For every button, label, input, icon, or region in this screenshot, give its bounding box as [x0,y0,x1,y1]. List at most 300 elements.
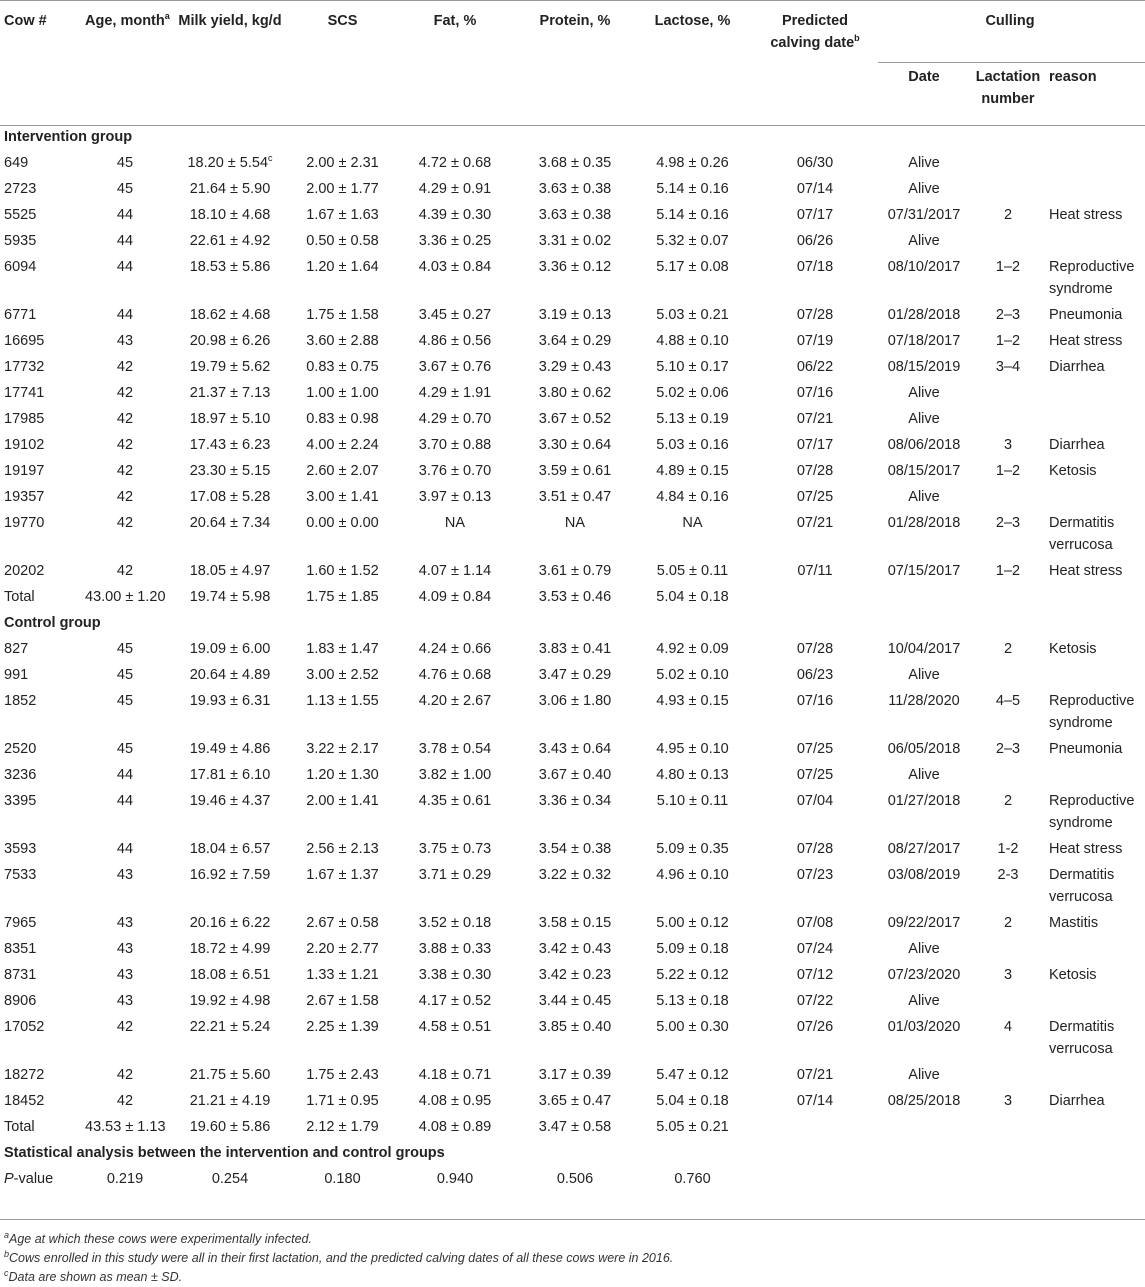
table-row [0,434,1145,460]
calving-date-cell: 07/18 [796,259,834,275]
scs-cell: 0.00 ± 0.00 [306,515,379,531]
culling-date-cell: 08/25/2018 [887,1093,961,1109]
cow-id: 3236 [4,767,37,783]
protein-cell: 3.65 ± 0.47 [538,1093,612,1109]
lactation-number-cell: 2–3 [995,515,1021,531]
lactose-cell: 5.09 ± 0.35 [656,841,729,857]
culling-reason-cell: Dermatitis verrucosa [1049,515,1115,553]
lactose-cell: 5.13 ± 0.19 [656,411,729,427]
calving-date-cell: 07/16 [796,693,834,709]
lactation-number-cell: 1–2 [995,563,1021,579]
lactose-cell: 5.02 ± 0.10 [656,667,729,683]
cow-id: 991 [4,667,29,683]
age-cell: 43 [116,941,134,957]
table-row [0,560,1145,586]
culling-date-cell: Alive [908,993,940,1009]
lactation-number-cell: 4–5 [995,693,1021,709]
table-row [0,664,1145,690]
lactose-cell: 5.13 ± 0.18 [656,993,729,1009]
culling-reason-cell: Pneumonia [1049,307,1123,323]
fat-cell: 4.20 ± 2.67 [418,693,492,709]
protein-cell: 3.61 ± 0.79 [538,563,612,579]
age-cell: 44 [116,841,134,857]
lactation-number-cell [973,382,1043,408]
header-calving: Predicted calving date$^b$ [770,13,860,51]
section-control-group [0,612,1145,638]
cow-id: 19357 [4,489,45,505]
culling-reason-cell [1043,664,1145,690]
calving-date-cell: 07/24 [796,941,834,957]
milk-yield-cell: 19.09 ± 6.00 [189,641,271,657]
age-cell: 42 [116,411,134,427]
milk-yield-cell: 19.93 ± 6.31 [189,693,271,709]
section-statistical-analysis [0,1142,1145,1168]
age-cell: 42 [116,463,134,479]
fat-cell: 4.35 ± 0.61 [418,793,492,809]
milk-yield-cell: 23.30 ± 5.15 [189,463,271,479]
culling-reason-cell [1043,764,1145,790]
milk-yield-cell: 22.21 ± 5.24 [189,1019,271,1035]
age-cell: 45 [116,693,134,709]
protein-cell: 3.42 ± 0.23 [538,967,612,983]
milk-yield-cell: 17.81 ± 6.10 [189,767,271,783]
culling-reason-cell: Ketosis [1049,641,1097,657]
calving-date-cell: 07/26 [796,1019,834,1035]
lactation-number-cell: 2 [1003,641,1013,657]
calving-date-cell: 07/11 [797,563,833,579]
culling-date-cell: Alive [908,667,940,683]
calving-date-cell: 06/23 [796,667,834,683]
culling-date-cell: 07/18/2017 [887,333,961,349]
lactose-cell: 5.14 ± 0.16 [656,207,729,223]
culling-reason-cell [1043,152,1145,178]
lactation-number-cell: 1-2 [997,841,1019,857]
lactose-cell: 5.04 ± 0.18 [656,1093,729,1109]
culling-reason-cell [1043,408,1145,434]
scs-cell: 3.60 ± 2.88 [306,333,379,349]
culling-reason-cell: Reproductive syndrome [1049,259,1135,297]
cow-id: 17732 [4,359,45,375]
age-cell: 43 [116,967,134,983]
calving-date-cell: 06/26 [796,233,834,249]
calving-date-cell: 07/19 [796,333,834,349]
lactose-cell: 5.32 ± 0.07 [656,233,729,249]
fat-cell: NA [444,515,466,531]
lactose-cell: 4.96 ± 0.10 [656,867,729,883]
scs-cell: 0.50 ± 0.58 [306,233,379,249]
milk-yield-cell: 21.21 ± 4.19 [189,1093,271,1109]
lactose-cell: 4.80 ± 0.13 [656,767,729,783]
protein-cell: 3.80 ± 0.62 [538,385,612,401]
milk-yield-cell: 18.04 ± 6.57 [189,841,271,857]
culling-reason-cell: Reproductive syndrome [1049,693,1135,731]
lactose-cell: 5.04 ± 0.18 [656,589,729,605]
lactation-number-cell [973,938,1043,964]
empty-cell [973,586,1043,612]
calving-date-cell: 07/28 [796,641,834,657]
table-bottom-rule [0,1219,1145,1220]
culling-reason-cell: Dermatitis verrucosa [1049,1019,1115,1057]
calving-date-cell: 07/14 [796,181,834,197]
empty-cell [973,1116,1043,1142]
protein-cell: 3.58 ± 0.15 [538,915,612,931]
table-row [0,512,1145,560]
pvalue-fat: 0.940 [436,1171,474,1187]
age-cell: 45 [116,641,134,657]
total-label: Total [4,1119,35,1135]
fat-cell: 4.24 ± 0.66 [418,641,492,657]
fat-cell: 3.75 ± 0.73 [418,841,492,857]
culling-date-cell: 08/06/2018 [887,437,961,453]
culling-date-cell: 07/15/2017 [887,563,961,579]
table-row [0,304,1145,330]
scs-cell: 1.13 ± 1.55 [306,693,379,709]
culling-date-cell: Alive [908,489,940,505]
cow-id: 18272 [4,1067,45,1083]
lactation-number-cell: 1–2 [995,333,1021,349]
fat-cell: 4.09 ± 0.84 [418,589,492,605]
milk-yield-cell: 20.98 ± 6.26 [189,333,271,349]
lactation-number-cell: 3 [1003,1093,1013,1109]
fat-cell: 3.71 ± 0.29 [418,867,492,883]
scs-cell: 0.83 ± 0.98 [306,411,379,427]
table-row [0,838,1145,864]
header-protein: Protein, % [539,13,611,29]
culling-reason-cell: Heat stress [1049,333,1123,349]
protein-cell: 3.36 ± 0.12 [538,259,612,275]
culling-date-cell: Alive [908,181,940,197]
lactose-cell: 5.17 ± 0.08 [656,259,729,275]
scs-cell: 2.12 ± 1.79 [306,1119,379,1135]
culling-reason-cell [1043,178,1145,204]
pvalue-label: P-value [4,1171,54,1187]
table-row [0,912,1145,938]
lactation-number-cell [973,1064,1043,1090]
culling-date-cell: 07/23/2020 [887,967,961,983]
cow-id: 6771 [4,307,37,323]
lactation-number-cell [973,764,1043,790]
culling-date-cell: 10/04/2017 [887,641,961,657]
milk-yield-cell: 19.79 ± 5.62 [189,359,271,375]
culling-reason-cell: Diarrhea [1049,1093,1105,1109]
cow-id: 8731 [4,967,37,983]
milk-yield-cell: 19.92 ± 4.98 [189,993,271,1009]
protein-cell: NA [564,515,586,531]
culling-date-cell: Alive [908,385,940,401]
protein-cell: 3.47 ± 0.58 [538,1119,612,1135]
cow-id: 17741 [4,385,45,401]
culling-reason-cell: Heat stress [1049,563,1123,579]
cow-id: 17052 [4,1019,45,1035]
culling-date-cell: 08/15/2019 [887,359,961,375]
culling-reason-cell: Reproductive syndrome [1049,793,1135,831]
protein-cell: 3.63 ± 0.38 [538,207,612,223]
culling-date-cell: 03/08/2019 [887,867,961,883]
calving-date-cell: 07/28 [796,307,834,323]
cow-id: 649 [4,155,29,171]
empty-cell [755,1116,875,1142]
lactation-number-cell: 3–4 [995,359,1021,375]
cow-id: 19197 [4,463,45,479]
calving-date-cell: 07/25 [796,741,834,757]
protein-cell: 3.47 ± 0.29 [538,667,612,683]
scs-cell: 1.67 ± 1.63 [306,207,379,223]
fat-cell: 3.97 ± 0.13 [418,489,492,505]
milk-yield-cell: 18.10 ± 4.68 [189,207,271,223]
table-row [0,356,1145,382]
table-row [0,864,1145,912]
footnotes [4,1230,673,1287]
table-header [0,0,1145,126]
scs-cell: 4.00 ± 2.24 [306,437,379,453]
culling-reason-cell: Diarrhea [1049,437,1105,453]
milk-yield-cell: 21.64 ± 5.90 [189,181,271,197]
culling-reason-cell: Pneumonia [1049,741,1123,757]
milk-yield-cell: 18.62 ± 4.68 [189,307,271,323]
fat-cell: 3.38 ± 0.30 [418,967,492,983]
calving-date-cell: 07/12 [796,967,834,983]
header-lactose: Lactose, % [654,13,731,29]
age-cell: 42 [116,1093,134,1109]
footnote-a: $^a$Age at which these cows were experimentally infected. [4,1229,312,1246]
fat-cell: 4.58 ± 0.51 [418,1019,492,1035]
lactose-cell: 5.05 ± 0.11 [656,563,729,579]
age-cell: 45 [116,155,134,171]
age-cell: 42 [116,437,134,453]
table-row [0,690,1145,738]
culling-date-cell: 01/28/2018 [887,515,961,531]
scs-cell: 2.00 ± 1.41 [306,793,379,809]
fat-cell: 3.88 ± 0.33 [418,941,492,957]
lactose-cell: 4.93 ± 0.15 [656,693,729,709]
header-culling: Culling [985,13,1035,29]
section-control-group-label: Control group [4,615,101,631]
age-cell: 42 [116,1019,134,1035]
protein-cell: 3.29 ± 0.43 [538,359,612,375]
lactose-cell: 5.05 ± 0.21 [656,1119,729,1135]
culling-date-cell: Alive [908,767,940,783]
table-row [0,256,1145,304]
scs-cell: 2.56 ± 2.13 [306,841,379,857]
scs-cell: 3.22 ± 2.17 [306,741,379,757]
intervention-total-row [0,586,1145,612]
lactation-number-cell: 3 [1003,967,1013,983]
lactose-cell: 5.00 ± 0.30 [656,1019,729,1035]
lactose-cell: NA [682,515,703,531]
protein-cell: 3.85 ± 0.40 [538,1019,612,1035]
calving-date-cell: 07/08 [796,915,834,931]
table-row [0,204,1145,230]
fat-cell: 4.29 ± 1.91 [418,385,492,401]
culling-date-cell: Alive [908,155,940,171]
table-row [0,486,1145,512]
milk-yield-cell: 16.92 ± 7.59 [189,867,271,883]
cow-id: 19102 [4,437,45,453]
age-cell: 44 [116,233,134,249]
cow-id: 3395 [4,793,37,809]
protein-cell: 3.53 ± 0.46 [538,589,612,605]
fat-cell: 4.18 ± 0.71 [418,1067,492,1083]
age-cell: 44 [116,207,134,223]
scs-cell: 1.83 ± 1.47 [306,641,379,657]
milk-yield-cell: 18.97 ± 5.10 [189,411,271,427]
scs-cell: 1.75 ± 1.85 [306,589,379,605]
age-cell: 42 [116,359,134,375]
protein-cell: 3.17 ± 0.39 [538,1067,612,1083]
age-cell: 45 [116,181,134,197]
calving-date-cell: 07/17 [796,207,834,223]
scs-cell: 0.83 ± 0.75 [306,359,379,375]
culling-reason-cell: Dermatitis verrucosa [1049,867,1115,905]
lactation-number-cell [973,152,1043,178]
header-scs: SCS [327,13,358,29]
pvalue-row [0,1168,1145,1194]
culling-reason-cell: Ketosis [1049,463,1097,479]
fat-cell: 4.29 ± 0.70 [418,411,492,427]
culling-reason-cell [1043,938,1145,964]
cow-id: 7533 [4,867,37,883]
fat-cell: 4.39 ± 0.30 [418,207,492,223]
lactation-number-cell: 2 [1003,793,1013,809]
calving-date-cell: 07/21 [796,515,834,531]
table-row [0,1016,1145,1064]
cow-id: 19770 [4,515,45,531]
scs-cell: 1.20 ± 1.64 [306,259,379,275]
control-total-row [0,1116,1145,1142]
cow-id: 5935 [4,233,37,249]
lactation-number-cell: 1–2 [995,259,1021,275]
protein-cell: 3.68 ± 0.35 [538,155,612,171]
header-cow: Cow # [4,13,47,29]
culling-date-cell: Alive [908,411,940,427]
scs-cell: 3.00 ± 2.52 [306,667,379,683]
lactose-cell: 4.95 ± 0.10 [656,741,729,757]
culling-date-cell: 09/22/2017 [887,915,961,931]
lactation-number-cell: 2–3 [995,741,1021,757]
culling-date-cell: Alive [908,233,940,249]
scs-cell: 1.60 ± 1.52 [306,563,379,579]
protein-cell: 3.64 ± 0.29 [538,333,612,349]
table-row [0,178,1145,204]
culling-reason-cell: Heat stress [1049,207,1123,223]
pvalue-milk-yield: 0.254 [211,1171,249,1187]
age-cell: 42 [116,515,134,531]
table-row [0,460,1145,486]
lactose-cell: 5.10 ± 0.11 [656,793,729,809]
fat-cell: 4.07 ± 1.14 [418,563,492,579]
footnote-c: $^c$Data are shown as mean ± SD. [4,1267,183,1284]
lactation-number-cell: 3 [1003,437,1013,453]
cow-id: 827 [4,641,29,657]
protein-cell: 3.54 ± 0.38 [538,841,612,857]
age-cell: 43 [116,333,134,349]
milk-yield-cell: 22.61 ± 4.92 [189,233,271,249]
lactation-number-cell: 2-3 [997,867,1019,883]
protein-cell: 3.59 ± 0.61 [538,463,612,479]
table-row [0,964,1145,990]
age-cell: 43 [116,993,134,1009]
lactose-cell: 4.98 ± 0.26 [656,155,729,171]
empty-cell [755,1168,875,1194]
culling-date-cell: 08/27/2017 [887,841,961,857]
milk-yield-cell: 18.05 ± 4.97 [189,563,271,579]
calving-date-cell: 07/21 [796,1067,834,1083]
cow-id: 8906 [4,993,37,1009]
table-row [0,938,1145,964]
total-label: Total [4,589,35,605]
table-row [0,638,1145,664]
culling-reason-cell: Diarrhea [1049,359,1105,375]
milk-yield-cell: 19.49 ± 4.86 [189,741,271,757]
calving-date-cell: 06/22 [796,359,834,375]
scs-cell: 2.60 ± 2.07 [306,463,379,479]
lactation-number-cell: 2 [1003,915,1013,931]
fat-cell: 3.76 ± 0.70 [418,463,492,479]
scs-cell: 1.75 ± 2.43 [306,1067,379,1083]
culling-reason-cell [1043,230,1145,256]
fat-cell: 3.78 ± 0.54 [418,741,492,757]
scs-cell: 1.33 ± 1.21 [306,967,379,983]
empty-cell [1043,1168,1145,1194]
empty-cell [1043,586,1145,612]
age-cell: 42 [116,385,134,401]
protein-cell: 3.67 ± 0.40 [538,767,612,783]
protein-cell: 3.42 ± 0.43 [538,941,612,957]
calving-date-cell: 07/28 [796,463,834,479]
lactose-cell: 5.22 ± 0.12 [656,967,729,983]
age-cell: 42 [116,1067,134,1083]
calving-date-cell: 07/23 [796,867,834,883]
table-row [0,1090,1145,1116]
culling-reason-cell: Heat stress [1049,841,1123,857]
lactose-cell: 5.00 ± 0.12 [656,915,729,931]
section-statistical-analysis-label: Statistical analysis between the intervention and control groups [4,1145,445,1161]
lactation-number-cell [973,408,1043,434]
empty-cell [1043,1116,1145,1142]
protein-cell: 3.43 ± 0.64 [538,741,612,757]
fat-cell: 4.08 ± 0.89 [418,1119,492,1135]
table-row [0,738,1145,764]
lactose-cell: 4.92 ± 0.09 [656,641,729,657]
milk-yield-cell: 19.60 ± 5.86 [189,1119,271,1135]
culling-date-cell: 01/03/2020 [887,1019,961,1035]
culling-date-cell: 01/27/2018 [887,793,961,809]
table-row [0,790,1145,838]
lactation-number-cell: 1–2 [995,463,1021,479]
age-cell: 44 [116,767,134,783]
header-reason: reason [1049,69,1097,85]
table-row [0,230,1145,256]
scs-cell: 1.75 ± 1.58 [306,307,379,323]
cow-id: 3593 [4,841,37,857]
cow-id: 1852 [4,693,37,709]
cow-id: 7965 [4,915,37,931]
culling-date-cell: Alive [908,1067,940,1083]
section-intervention-group [0,126,1145,152]
age-cell: 43.00 ± 1.20 [85,589,166,605]
calving-date-cell: 07/14 [796,1093,834,1109]
lactation-number-cell [973,230,1043,256]
milk-yield-cell: 19.46 ± 4.37 [189,793,271,809]
culling-reason-cell [1043,486,1145,512]
header-date: Date [908,69,940,85]
calving-date-cell: 07/25 [796,489,834,505]
milk-yield-cell: 18.53 ± 5.86 [189,259,271,275]
culling-reason-cell [1043,382,1145,408]
age-cell: 43 [116,867,134,883]
calving-date-cell: 07/21 [796,411,834,427]
table-row [0,382,1145,408]
